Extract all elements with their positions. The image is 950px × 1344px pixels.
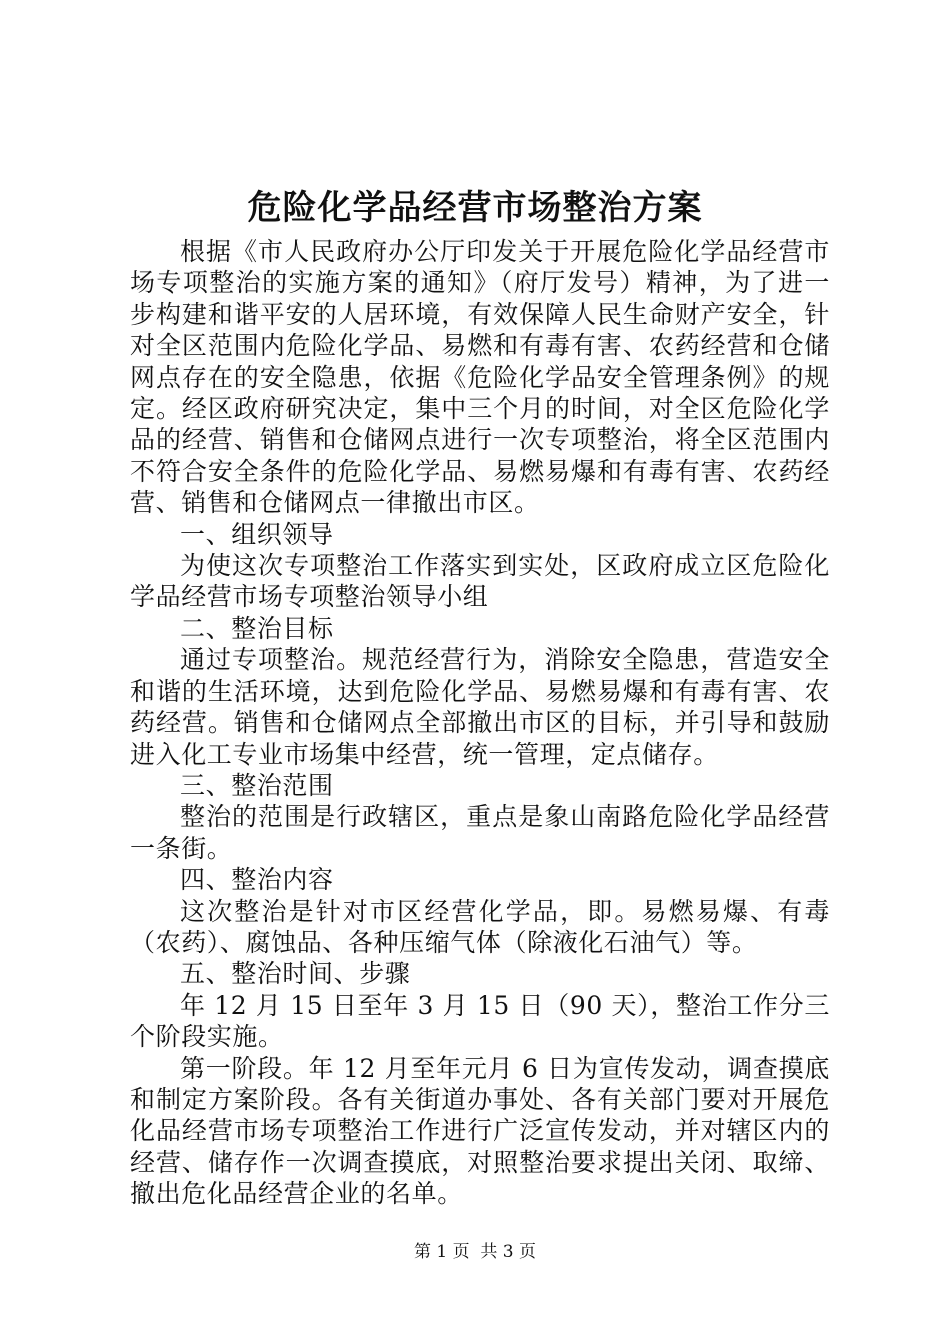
goals-paragraph: 通过专项整治。规范经营行为，消除安全隐患，营造安全和谐的生活环境，达到危险化学品、易燃易爆和有毒有害、农药经营。销售和仓储网点全部撤出市区的目标，并引导和鼓励进入化工专业市场集中经营，统一管理，定点储存。 bbox=[130, 645, 830, 769]
page-number: 第 1 页 bbox=[413, 1242, 470, 1262]
section-heading-content: 四、整治内容 bbox=[180, 865, 334, 895]
section-heading-organization: 一、组织领导 bbox=[180, 519, 334, 549]
intro-paragraph: 根据《市人民政府办公厅印发关于开展危险化学品经营市场专项整治的实施方案的通知》（府厅发号）精神，为了进一步构建和谐平安的人居环境，有效保障人民生命财产安全，针对全区范围内危险化学品、易燃和有毒有害、农药经营和仓储网点存在的安全隐患，依据《危险化学品安全管理条例》的规定。经区政府研究决定，集中三个月的时间，对全区危险化学品的经营、销售和仓储网点进行一次专项整治，将全区范围内不符合安全条件的危险化学品、易燃易爆和有毒有害、农药经营、销售和仓储网点一律撤出市区。 bbox=[130, 237, 830, 518]
phase-one-paragraph: 第一阶段。年 12 月至年元月 6 日为宣传发动，调查摸底和制定方案阶段。各有关街道办事处、各有关部门要对开展危化品经营市场专项整治工作进行广泛宣传发动，并对辖区内的经营、储存作一次调查摸底，对照整治要求提出关闭、取缔、撤出危化品经营企业的名单。 bbox=[130, 1053, 830, 1209]
section-heading-scope: 三、整治范围 bbox=[180, 770, 334, 800]
document-title: 危险化学品经营市场整治方案 bbox=[247, 188, 703, 228]
scope-paragraph: 整治的范围是行政辖区，重点是象山南路危险化学品经营一条街。 bbox=[130, 802, 830, 863]
page-total: 共 3 页 bbox=[480, 1242, 537, 1262]
schedule-paragraph: 年 12 月 15 日至年 3 月 15 日（90 天），整治工作分三个阶段实施。 bbox=[130, 990, 830, 1052]
document-body bbox=[130, 236, 830, 1210]
content-paragraph: 这次整治是针对市区经营化学品，即。易燃易爆、有毒（农药）、腐蚀品、各种压缩气体（除液化石油气）等。 bbox=[130, 896, 830, 957]
section-heading-goals: 二、整治目标 bbox=[180, 613, 334, 643]
page-footer bbox=[0, 1240, 950, 1264]
organization-paragraph: 为使这次专项整治工作落实到实处，区政府成立区危险化学品经营市场专项整治领导小组 bbox=[130, 551, 830, 612]
section-heading-schedule: 五、整治时间、步骤 bbox=[180, 959, 411, 989]
